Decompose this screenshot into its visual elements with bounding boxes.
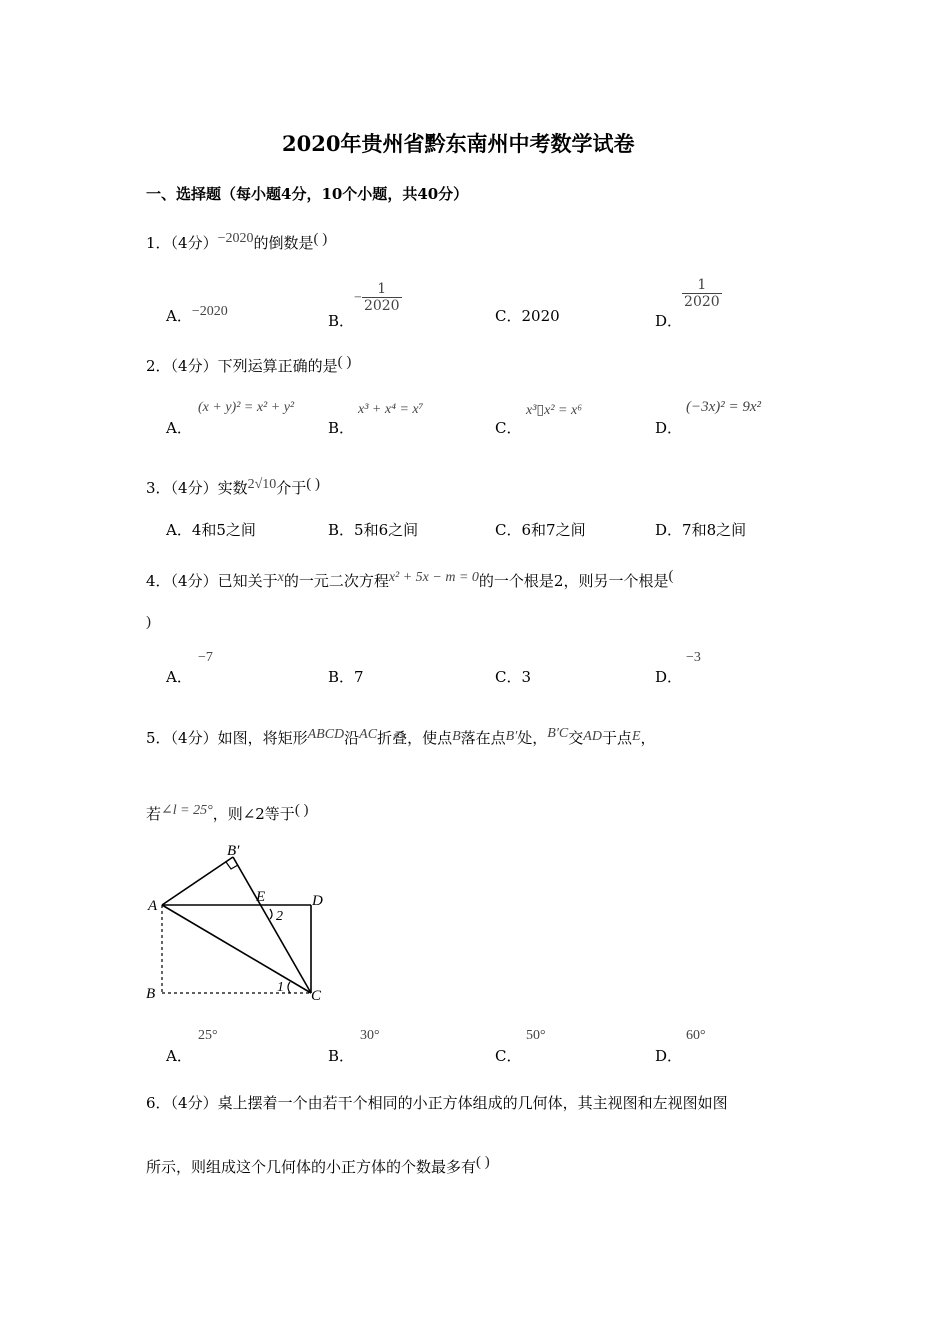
q5-math: B <box>452 729 461 744</box>
q5-math: AC <box>359 727 378 742</box>
point-label-C: C <box>311 988 322 1004</box>
fraction-denominator: 2020 <box>684 294 720 310</box>
option-label: D． <box>655 1047 683 1065</box>
option-label: B． <box>328 1047 355 1065</box>
q2-text: 2．（4分）下列运算正确的是 <box>146 357 338 375</box>
page-title: 2020年贵州省黔东南州中考数学试卷 <box>282 131 635 156</box>
option-label: B． <box>328 419 355 437</box>
q4-option-a-math: −7 <box>198 650 213 665</box>
q5-option-a <box>166 1045 192 1066</box>
segment-AB-prime <box>162 857 233 905</box>
q4-text-2: 的一个根是2，则另一个根是 <box>478 572 669 590</box>
q5-math: B′C <box>547 726 569 741</box>
q2-option-b <box>328 417 354 438</box>
q1-option-c <box>495 305 560 326</box>
q4-paren-open: ( <box>668 568 674 584</box>
point-label-B: B <box>146 986 156 1002</box>
q4-paren-close: ) <box>146 614 151 630</box>
point-label-A: A <box>148 898 158 914</box>
fraction <box>682 277 722 310</box>
q4-option-b: B．7 <box>328 668 364 686</box>
angle-label-2: 2 <box>276 909 283 924</box>
q2-option-d-math: (−3x)² = 9x² <box>686 399 762 415</box>
q5-geometry-figure <box>140 835 340 1010</box>
q5-option-d <box>655 1045 682 1066</box>
q5-text: ， <box>640 729 656 747</box>
q4-option-d <box>655 666 682 687</box>
q1-option-b <box>328 281 402 330</box>
point-label-D: D <box>312 893 323 909</box>
point-label-E: E <box>256 889 266 905</box>
q5-text: 交 <box>568 729 584 747</box>
question-2-stem <box>146 355 351 376</box>
q3-option-d: D．7和8之间 <box>655 521 747 539</box>
q5-text: 沿 <box>344 729 360 747</box>
q1-prefix: 1．（4分） <box>146 234 218 252</box>
q5-option-c <box>495 1045 521 1066</box>
angle-1-arc <box>288 982 290 993</box>
q6-paren: ( ) <box>476 1154 490 1170</box>
question-5-stem-line1 <box>146 727 656 748</box>
fraction-numerator: 1 <box>682 277 722 294</box>
question-6-stem-line1: 6．（4分）桌上摆着一个由若干个相同的小正方体组成的几何体，其主视图和左视图如图 <box>146 1094 728 1112</box>
option-label: B． <box>328 311 355 330</box>
q4-prefix: 4．（4分）已知关于 <box>146 572 278 590</box>
q5-math: B′ <box>505 729 518 744</box>
q3-paren: ( ) <box>306 476 321 492</box>
option-value: 2020 <box>521 307 560 325</box>
q6-text: 所示，则组成这个几何体的小正方体的个数最多有 <box>146 1158 477 1176</box>
option-value: −2020 <box>191 304 228 319</box>
q5-text: ，则∠2等于 <box>212 805 295 823</box>
q5-math: E <box>631 729 641 744</box>
q5-paren: ( ) <box>294 802 309 818</box>
option-label: D． <box>655 419 683 437</box>
q3-text: 介于 <box>276 479 307 497</box>
q1-option-d <box>655 277 722 330</box>
question-6-stem-line2 <box>146 1156 490 1177</box>
q5-text: 若 <box>146 805 162 823</box>
q5-option-a-math: 25° <box>198 1028 218 1043</box>
q3-option-a: A．4和5之间 <box>166 521 256 539</box>
q5-text: 于点 <box>601 729 632 747</box>
q5-option-b <box>328 1045 354 1066</box>
angle-label-1: 1 <box>277 980 284 995</box>
q4-text-1: 的一元二次方程 <box>283 572 389 590</box>
q2-option-c <box>495 417 521 438</box>
option-label: D． <box>655 311 683 330</box>
q2-option-d <box>655 417 682 438</box>
q1-paren: ( ) <box>313 231 328 247</box>
q2-option-a-math: (x + y)² = x² + y² <box>198 400 295 415</box>
section-heading: 一、选择题（每小题4分，10个小题，共40分） <box>146 185 469 203</box>
point-label-B-prime: B′ <box>227 843 240 859</box>
fraction-denominator: 2020 <box>363 298 400 314</box>
option-label: A． <box>166 307 192 325</box>
q5-math: AD <box>583 729 602 744</box>
option-sign: − <box>354 290 362 306</box>
q3-math: 2√10 <box>247 477 277 492</box>
fraction <box>362 281 402 314</box>
segment-B-prime-C <box>233 857 311 993</box>
segment-AC <box>162 905 311 993</box>
q3-option-c: C．6和7之间 <box>495 521 586 539</box>
q5-option-c-math: 50° <box>526 1028 546 1043</box>
question-4-stem <box>146 570 673 591</box>
question-1-stem <box>146 232 327 253</box>
q1-option-a <box>166 305 228 326</box>
q1-text: 的倒数是 <box>253 234 314 252</box>
q4-var: x <box>277 570 284 585</box>
q5-math: ABCD <box>307 727 345 742</box>
q4-equation: x² + 5x − m = 0 <box>388 570 479 585</box>
q2-option-b-math: x³ + x⁴ = x⁷ <box>358 402 424 417</box>
option-label: A． <box>166 668 192 686</box>
q5-text: 折叠，使点 <box>377 729 453 747</box>
option-label: C． <box>495 1047 522 1065</box>
q2-option-c-math: x³▯x² = x⁶ <box>526 403 583 418</box>
angle-2-arc <box>270 909 272 919</box>
option-label: D． <box>655 668 683 686</box>
q3-prefix: 3．（4分）实数 <box>146 479 248 497</box>
q3-option-b: B．5和6之间 <box>328 521 419 539</box>
q4-option-c: C．3 <box>495 668 532 686</box>
option-label: A． <box>166 1047 192 1065</box>
q2-option-a <box>166 417 192 438</box>
option-label: C． <box>495 419 522 437</box>
q5-option-b-math: 30° <box>360 1028 380 1043</box>
fraction-numerator: 1 <box>362 281 402 298</box>
q2-paren: ( ) <box>337 354 352 370</box>
q5-option-d-math: 60° <box>686 1028 706 1043</box>
question-3-stem <box>146 477 320 498</box>
option-label: C． <box>495 307 522 325</box>
option-label: A． <box>166 419 192 437</box>
q5-math: ∠l = 25° <box>161 803 213 818</box>
q4-option-a <box>166 666 192 687</box>
q5-text: 处， <box>517 729 548 747</box>
q5-text: 落在点 <box>460 729 506 747</box>
q4-option-d-math: −3 <box>686 650 701 665</box>
q5-text: 5．（4分）如图，将矩形 <box>146 729 308 747</box>
question-5-stem-line2 <box>146 803 309 824</box>
q1-math: −2020 <box>217 231 254 246</box>
